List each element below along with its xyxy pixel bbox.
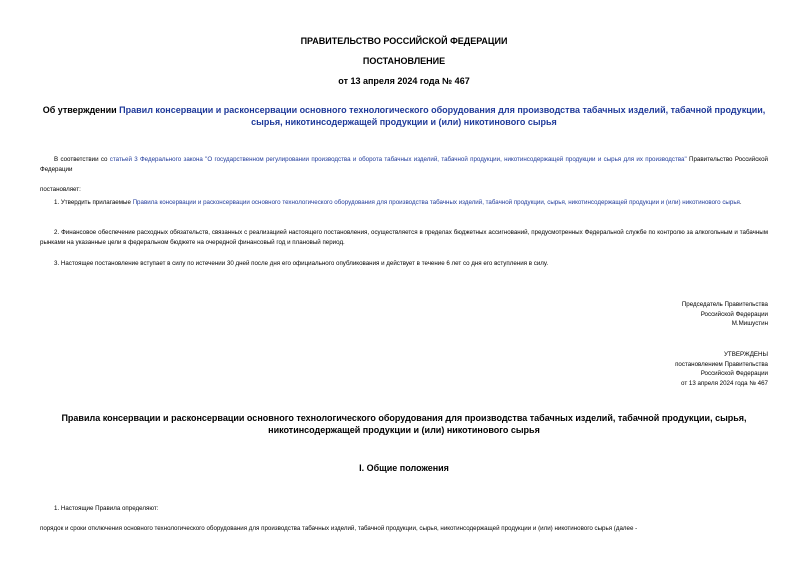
section-1-heading: I. Общие положения — [359, 463, 449, 473]
signature-line3: М.Мишустин — [731, 320, 768, 327]
signature-line2: Российской Федерации — [700, 310, 768, 318]
preamble-text1: В соответствии со — [54, 156, 110, 163]
rules-link[interactable]: Правила консервации и расконсервации основного технологического оборудования для производства табачных изделий, табачной продукции, сырья, никотинсодержащей продукции и (или) никотинового сырья — [132, 199, 740, 206]
federal-law-link[interactable]: статьей 3 Федерального закона "О государственном регулировании производства и оборота табачных изделий, табачной продукции, никотинсодержащей продукции и сырья для их производства" — [109, 156, 687, 163]
decree-title — [40, 104, 768, 128]
government-heading: ПРАВИТЕЛЬСТВО РОССИЙСКОЙ ФЕДЕРАЦИИ — [300, 36, 508, 46]
resolves-text: постановляет: — [40, 186, 81, 193]
approved-line4: от 13 апреля 2024 года № 467 — [681, 379, 768, 387]
decree-title-link[interactable]: Правил консервации и расконсервации основного технологического оборудования для производства табачных изделий, табачной продукции, сырья, никотинсодержащей продукции и (или) никотинового сырья — [119, 105, 766, 127]
item-3: 3. Настоящее постановление вступает в силу по истечении 30 дней после дня его официального опубликования и действует в течение 6 лет со дня его вступления в силу. — [54, 260, 549, 267]
doc-type-heading: ПОСТАНОВЛЕНИЕ — [362, 56, 446, 66]
approved-line2: постановлением Правительства — [675, 360, 768, 368]
rules-item-1: 1. Настоящие Правила определяют: — [54, 505, 159, 512]
approved-line1: УТВЕРЖДЕНЫ — [724, 351, 768, 358]
rules-title: Правила консервации и расконсервации основного технологического оборудования для производства табачных изделий, табачной продукции, сырья, никотинсодержащей продукции и (или) никотинового сырья — [61, 413, 747, 435]
item-1-text: 1. Утвердить прилагаемые — [54, 199, 133, 206]
item-2: 2. Финансовое обеспечение расходных обязательств, связанных с реализацией настоящего постановления, осуществляется в пределах бюджетных ассигнований, предусмотренных Федеральной службе по контролю за алкогольным и табачным рынками на указанные цели в федеральном бюджете на очередной финансовый год и плановый период. — [40, 229, 768, 246]
decree-title-prefix: Об утверждении — [42, 105, 120, 115]
preamble-text2: Правительство Российской Федерации — [40, 156, 768, 173]
approved-line3: Российской Федерации — [700, 370, 768, 377]
date-number: от 13 апреля 2024 года № 467 — [338, 76, 470, 86]
signature-line1: Председатель Правительства — [681, 301, 768, 308]
item-1 — [40, 198, 768, 208]
preamble — [40, 155, 768, 174]
rules-item-1-text: порядок и сроки отключения основного технологического оборудования для производства табачных изделий, табачной продукции, сырья, никотинсодержащей продукции и (или) никотинового сырья (далее - — [40, 525, 638, 532]
signature-block — [682, 300, 768, 329]
approved-block — [675, 350, 768, 388]
item-1-end: . — [739, 199, 742, 206]
